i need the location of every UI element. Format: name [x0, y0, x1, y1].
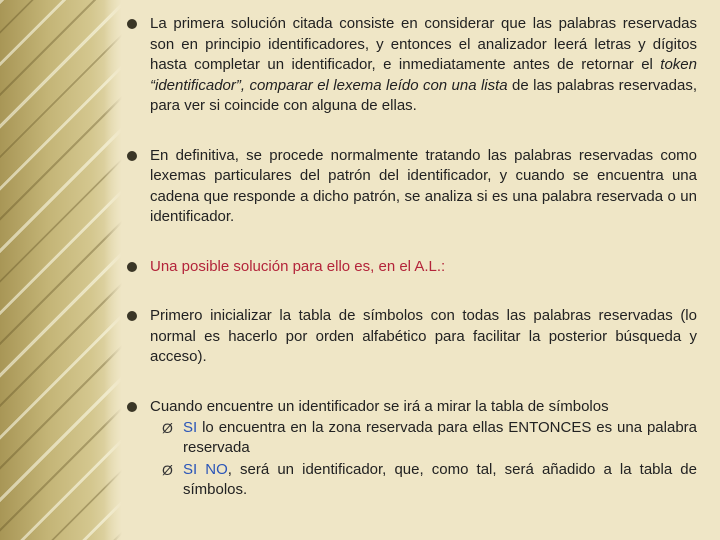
sub-item-1-text: lo encuentra en la zona reservada para ellas ENTONCES es una palabra reservada [183, 419, 697, 456]
bullet-icon [127, 19, 137, 29]
bullet-item-5 [125, 397, 697, 501]
bullet-text-3: Una posible solución para ello es, en el A.L.: [150, 257, 446, 275]
decorative-left-band [0, 0, 122, 540]
bullet-text-1-italic: token “identificador”, comparar el lexema leído con una lista [150, 56, 697, 94]
sub-item-2-keyword: SI NO [183, 461, 228, 478]
bullet-icon [127, 402, 137, 412]
sub-item-1 [150, 418, 697, 458]
bullet-item-3 [125, 257, 697, 278]
bullet-icon [127, 151, 137, 161]
sub-item-2 [150, 460, 697, 500]
bullet-text-4: Primero inicializar la tabla de símbolos con todas las palabras reservadas (lo normal es hacerlo por orden alfabético para facilitar la posterior búsqueda y acceso). [150, 307, 697, 365]
bullet-item-1 [125, 14, 697, 117]
bullet-item-2 [125, 146, 697, 228]
bullet-text-5: Cuando encuentre un identificador se irá a mirar la tabla de símbolos [150, 397, 609, 415]
bullet-text-1: La primera solución citada consiste en considerar que las palabras reservadas son en principio identificadores, y entonces el analizador leerá letras y dígitos hasta completar un identificador, e inmediatamente antes de retornar el token “identificador”, comparar el lexema leído con una lista de las palabras reservadas, para ver si coincide con alguna de ellas. [150, 15, 698, 114]
bullet-text-2: En definitiva, se procede normalmente tratando las palabras reservadas como lexemas particulares del patrón del identificador, y cuando se encuentra una cadena que responde a dicho patrón, se analiza si es una palabra reservada o un identificador. [150, 146, 697, 225]
arrow-bullet-icon: Ø [162, 420, 173, 436]
bullet-icon [127, 311, 137, 321]
slide-content [125, 14, 697, 500]
arrow-bullet-icon: Ø [162, 462, 173, 478]
bullet-icon [127, 262, 137, 272]
sub-item-2-text: , será un identificador, que, como tal, será añadido a la tabla de símbolos. [183, 461, 697, 498]
sub-item-1-keyword: SI [183, 419, 198, 436]
bullet-item-4 [125, 306, 697, 368]
